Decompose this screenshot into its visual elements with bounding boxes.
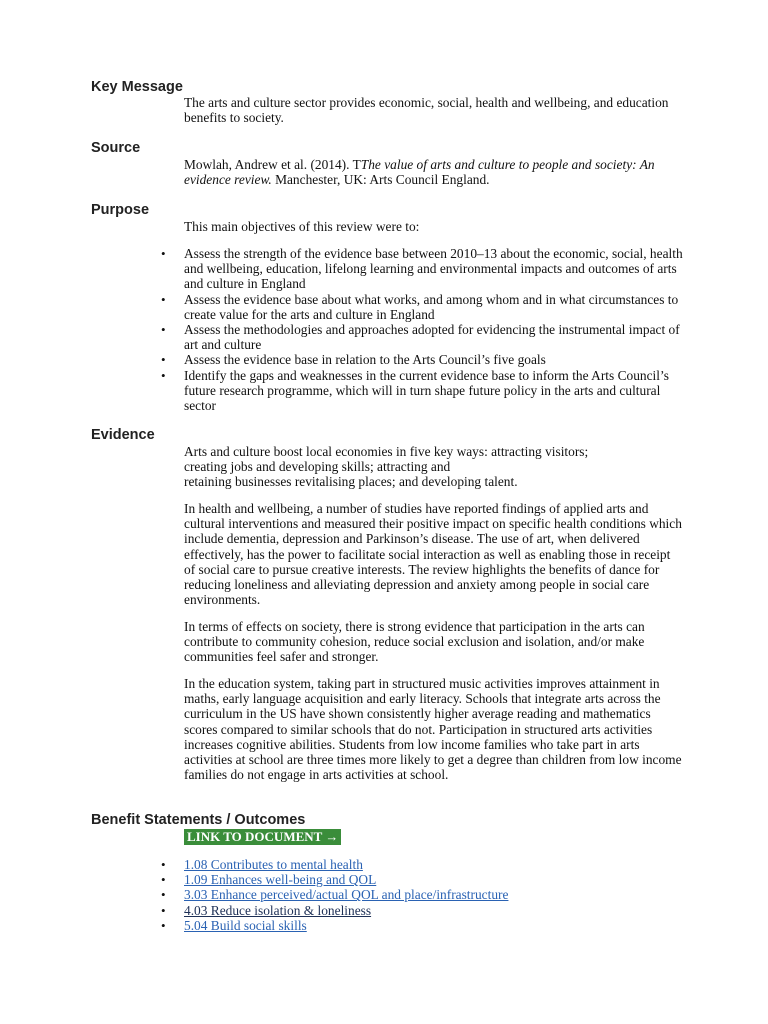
source-title: The value of arts and culture to people and society: An evidence review. — [184, 157, 655, 188]
purpose-list-item: • Assess the methodologies and approaches adopted for evidencing the instrumental impact of art and culture — [184, 322, 684, 352]
evidence-paragraph-education: In the education system, taking part in structured music activities improves attainment in maths, early language acquisition and early literacy. Schools that integrate arts across the curriculum in the US have shown consistently higher average reading and mathematics scores compared to similar schools that do not. Participation in structured arts activities increases cognitive abilities. Students from low income families who take part in arts activities at school are three times more likely to get a degree than children from low income families do not engage in arts activities at school. — [184, 676, 682, 783]
key-message-paragraph: The arts and culture sector provides economic, social, health and wellbeing, and education benefits to society. — [184, 95, 669, 126]
purpose-list — [184, 246, 684, 413]
benefit-item — [184, 887, 684, 902]
source-authors: Mowlah, Andrew et al. (2014). T — [184, 157, 361, 172]
purpose-list-item: • Assess the evidence base in relation to the Arts Council’s five goals — [184, 352, 684, 367]
source-citation — [184, 157, 684, 187]
evidence-economy-line: creating jobs and developing skills; attracting and — [184, 459, 451, 475]
key-message-text — [184, 95, 684, 125]
evidence-paragraph-health: In health and wellbeing, a number of studies have reported findings of applied arts and cultural interventions and measured their positive impact on specific health conditions which include dementia, depression and Parkinson’s disease. The use of art, when delivered effectively, has the power to facilitate social interaction as well as enabling those in receipt of social care to pursue creative interests. The review highlights the benefits of dance for reducing loneliness and alleviating depression and anxiety among people in social care environments. — [184, 501, 682, 608]
benefit-item — [184, 918, 684, 933]
benefit-link-well-being[interactable]: 1.09 Enhances well-being and QOL — [184, 872, 377, 888]
link-to-document-button[interactable]: LINK TO DOCUMENT → — [184, 829, 341, 845]
evidence-education — [184, 676, 684, 782]
purpose-list-item: • Assess the evidence base about what works, and among whom and in what circumstances to create value for the arts and culture in England — [184, 292, 684, 322]
benefits-heading: Benefit Statements / Outcomes — [91, 812, 306, 828]
evidence-economy-line: Arts and culture boost local economies in five key ways: attracting visitors; — [184, 444, 589, 459]
source-citation-paragraph — [184, 157, 684, 187]
purpose-intro-text: This main objectives of this review were to: — [184, 219, 420, 234]
evidence-health — [184, 501, 684, 607]
purpose-list-item: • Assess the strength of the evidence base between 2010–13 about the economic, social, health and wellbeing, education, lifelong learning and environmental impacts and outcomes of arts and culture in England — [184, 246, 684, 292]
benefits-list — [184, 857, 684, 933]
evidence-paragraph-society: In terms of effects on society, there is strong evidence that participation in the arts can contribute to community cohesion, reduce social exclusion and isolation, and/or make communities feel safer and stronger. — [184, 619, 645, 665]
evidence-society — [184, 619, 684, 665]
source-publisher: Manchester, UK: Arts Council England. — [271, 172, 490, 188]
purpose-heading: Purpose — [91, 202, 150, 218]
benefit-item — [184, 903, 684, 918]
benefit-item — [184, 857, 684, 872]
source-heading: Source — [91, 140, 141, 156]
evidence-body — [184, 444, 684, 490]
purpose-list-item: • Identify the gaps and weaknesses in the current evidence base to inform the Arts Council’s future research programme, which will in turn shape future policy in the arts and cultural sector — [184, 368, 684, 414]
benefit-link-isolation[interactable]: 4.03 Reduce isolation & loneliness — [184, 902, 372, 918]
evidence-paragraph-economy — [184, 444, 684, 490]
benefit-item — [184, 872, 684, 887]
purpose-intro — [184, 219, 684, 234]
evidence-economy-line: retaining businesses revitalising places; and developing talent. — [184, 474, 518, 490]
benefit-link-mental-health[interactable]: 1.08 Contributes to mental health — [184, 857, 363, 872]
benefit-link-social-skills[interactable]: 5.04 Build social skills — [184, 917, 307, 933]
benefit-link-qol-place[interactable]: 3.03 Enhance perceived/actual QOL and place/infrastructure — [184, 887, 509, 903]
key-message-heading: Key Message — [91, 79, 183, 95]
evidence-heading: Evidence — [91, 427, 155, 443]
